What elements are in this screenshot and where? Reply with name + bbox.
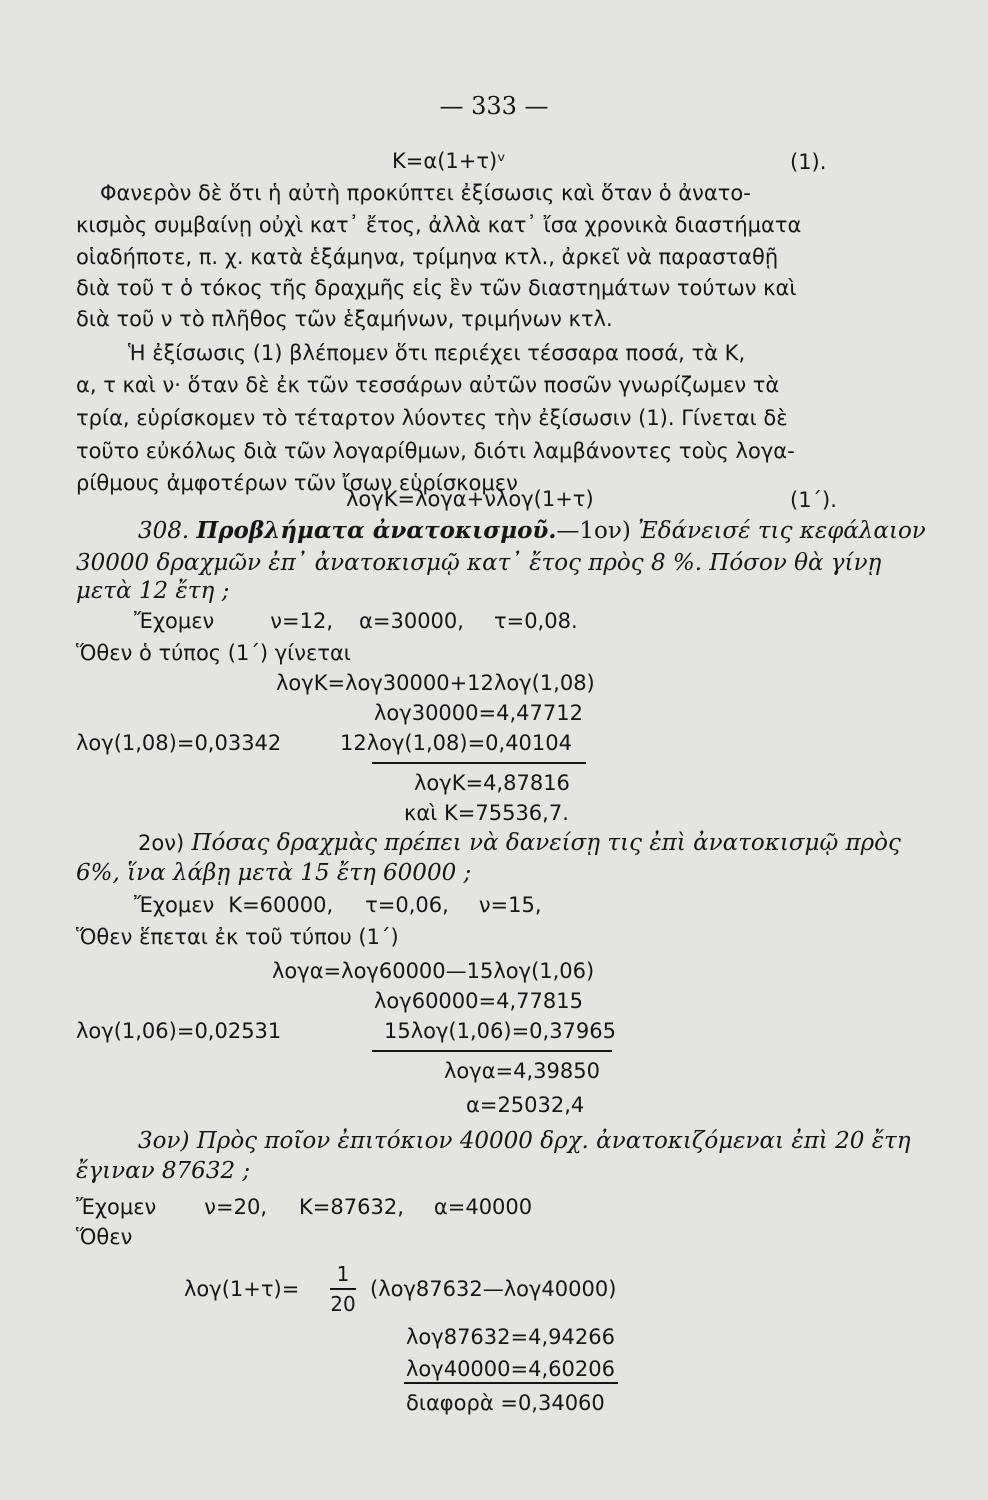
equation: λογΚ=λογ30000+12λογ(1,08) — [276, 671, 595, 695]
given-v: ν=12, — [270, 609, 334, 633]
given-values — [134, 890, 542, 920]
paragraph-line: Φανερὸν δὲ ὅτι ἡ αὐτὴ προκύπτει ἐξίσωσις καὶ ὅταν ὁ ἀνατο- — [100, 181, 751, 205]
paragraph-line: Ἡ ἐξίσωσις (1) βλέπομεν ὅτι περιέχει τέσσαρα ποσά, τὰ Κ, — [128, 341, 746, 365]
fraction-bar — [330, 1288, 356, 1290]
step-text: Ὅθεν ἕπεται ἐκ τοῦ τύπου (1΄) — [76, 925, 399, 949]
page-number: — 333 — — [439, 92, 549, 120]
problem-1-label: —1ον) — [556, 518, 631, 544]
equation: 15λογ(1,06)=0,37965 — [384, 1019, 617, 1043]
problem-3-statement: Πρὸς ποῖον ἐπιτόκιον 40000 δρχ. ἀνατοκιζόμεναι ἐπὶ 20 ἔτη — [196, 1128, 911, 1154]
section-number: 308. — [138, 518, 190, 544]
result: διαφορὰ =0,34060 — [406, 1391, 605, 1415]
section-title: Προβλήματα ἀνατοκισμοῦ. — [196, 517, 557, 544]
paragraph-line: ρίθμους ἀμφοτέρων τῶν ἴσων εὑρίσκομεν — [76, 471, 518, 495]
side-equation: λογ(1,06)=0,02531 — [76, 1019, 282, 1043]
paragraph-line: οἱαδήποτε, π. χ. κατὰ ἑξάμηνα, τρίμηνα κτλ., ἀρκεῖ νὰ παρασταθῇ — [76, 245, 779, 269]
given-k: Κ=87632, — [299, 1195, 404, 1219]
given-values — [76, 1192, 532, 1222]
equation: λογ30000=4,47712 — [374, 701, 583, 725]
equation-left: λογ(1+τ)= — [184, 1277, 300, 1301]
problem-3-statement: ἔγιναν 87632 ; — [76, 1158, 251, 1184]
sum-rule — [372, 1050, 612, 1052]
problem-1-statement: Ἐδάνεισέ τις κεφάλαιον — [638, 518, 926, 544]
given-lead: Ἔχομεν — [134, 893, 215, 917]
equation: λογ60000=4,77815 — [374, 989, 583, 1013]
given-a: α=30000, — [359, 609, 464, 633]
problem-2-statement: Πόσας δραχμὰς πρέπει νὰ δανείσῃ τις ἐπὶ ἀνατοκισμῷ πρὸς — [191, 830, 901, 856]
paragraph-line: διὰ τοῦ τ ὁ τόκος τῆς δραχμῆς εἰς ἓν τῶν διαστημάτων τούτων καὶ — [76, 276, 797, 300]
fraction-denominator: 20 — [330, 1292, 356, 1316]
step-text: Ὅθεν ὁ τύπος (1΄) γίνεται — [76, 641, 351, 665]
equation-right: (λογ87632—λογ40000) — [370, 1277, 617, 1301]
equation: λογα=λογ60000—15λογ(1,06) — [272, 959, 595, 983]
paragraph-line: τρία, εὑρίσκομεν τὸ τέταρτον λύοντες τὴν ἐξίσωσιν (1). Γίνεται δὲ — [76, 406, 788, 430]
section-heading — [138, 516, 926, 546]
problem-2-heading — [138, 828, 901, 858]
result: καὶ Κ=75536,7. — [404, 801, 569, 825]
given-t: τ=0,06, — [365, 893, 449, 917]
formula-1-prime: λογΚ=λογα+νλογ(1+τ) — [346, 487, 594, 511]
equation: λογΚ=4,87816 — [414, 771, 570, 795]
given-v: ν=20, — [204, 1195, 268, 1219]
fraction-numerator: 1 — [336, 1262, 350, 1286]
given-k: Κ=60000, — [228, 893, 334, 917]
step-text: Ὅθεν — [76, 1225, 133, 1249]
paragraph-line: τοῦτο εὐκόλως διὰ τῶν λογαρίθμων, διότι λαμβάνοντες τοὺς λογα- — [76, 439, 795, 463]
equation: λογ87632=4,94266 — [406, 1325, 615, 1349]
problem-2-label: 2ον) — [138, 831, 185, 855]
given-lead: Ἔχομεν — [134, 609, 215, 633]
fraction — [330, 1261, 356, 1317]
given-lead: Ἔχομεν — [76, 1195, 157, 1219]
given-v: ν=15, — [478, 893, 542, 917]
given-a: α=40000 — [433, 1195, 533, 1219]
paragraph-line: κισμὸς συμβαίνῃ οὐχὶ κατ᾿ ἔτος, ἀλλὰ κατ᾿ ἴσα χρονικὰ διαστήματα — [76, 213, 802, 237]
sum-rule — [372, 762, 586, 764]
problem-3-heading — [138, 1126, 911, 1156]
equation: λογα=4,39850 — [444, 1059, 600, 1083]
problem-3-label: 3ον) — [138, 1128, 190, 1154]
equation: 12λογ(1,08)=0,40104 — [340, 731, 573, 755]
formula-1-prime-label: (1΄). — [790, 488, 837, 512]
result: α=25032,4 — [466, 1093, 585, 1117]
formula-1-label: (1). — [790, 150, 827, 174]
side-equation: λογ(1,08)=0,03342 — [76, 731, 282, 755]
given-values — [134, 606, 578, 636]
given-t: τ=0,08. — [493, 609, 578, 633]
problem-2-statement: 6%, ἵνα λάβῃ μετὰ 15 ἔτη 60000 ; — [76, 860, 472, 886]
paragraph-line: διὰ τοῦ ν τὸ πλῆθος τῶν ἑξαμήνων, τριμήνων κτλ. — [76, 307, 613, 331]
paragraph-line: α, τ καὶ ν· ὅταν δὲ ἐκ τῶν τεσσάρων αὐτῶν ποσῶν γνωρίζωμεν τὰ — [76, 373, 780, 397]
formula-1: K=α(1+τ)ᵛ — [392, 149, 506, 173]
problem-1-statement: 30000 δραχμῶν ἐπ᾿ ἀνατοκισμῷ κατ᾿ ἔτος πρὸς 8 %. Πόσον θὰ γίνῃ — [76, 550, 882, 576]
difference-rule — [404, 1382, 618, 1384]
problem-1-statement: μετὰ 12 ἔτη ; — [76, 578, 230, 604]
equation: λογ40000=4,60206 — [406, 1357, 615, 1381]
